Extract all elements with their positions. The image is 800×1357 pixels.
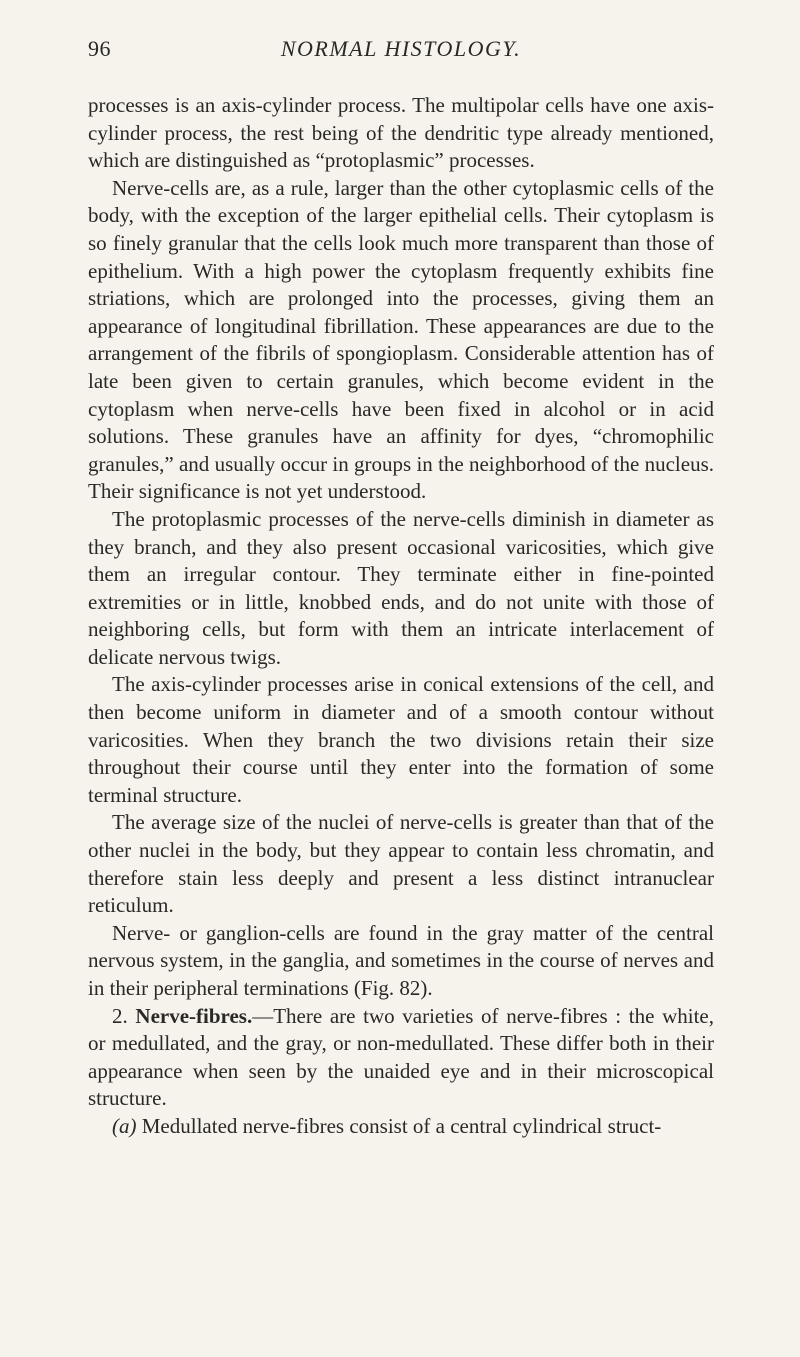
paragraph-nerve-fibres xyxy=(88,1003,714,1113)
paragraph-nuclei: The average size of the nuclei of nerve-cells is greater than that of the other nuclei in the body, but they appear to contain less chromatin, and therefore stain less deeply and present a less distinct intranuclear reticulum. xyxy=(88,810,714,918)
section-text: —There are two varieties of nerve-fibres : the white, or medullated, and the gray, or non-medullated. These differ both in their appearance when seen by the unaided eye and in their microscopical structure. xyxy=(88,1003,714,1111)
body-text xyxy=(88,92,714,1141)
section-heading: Nerve-fibres. xyxy=(135,1003,253,1028)
page-header xyxy=(88,36,714,76)
paragraph-nerve-cells: Nerve-cells are, as a rule, larger than the other cytoplasmic cells of the body, with the exception of the larger epithelial cells. Their cytoplasm is so finely granular that the cells look much more transparent than those of epithelium. With a high power the cytoplasm frequently exhibits fine striations, which are prolonged into the processes, giving them an appearance of longitudinal fibrillation. These appearances are due to the arrangement of the fibrils of spongioplasm. Considerable attention has of late been given to certain granules, which become evident in the cytoplasm when nerve-cells have been fixed in alcohol or in acid solutions. These granules have an affinity for dyes, “chromophilic granules,” and usually occur in groups in the neighborhood of the nucleus. Their significance is not yet understood. xyxy=(88,175,714,504)
item-label: (a) xyxy=(112,1113,137,1138)
paragraph-medullated xyxy=(88,1113,714,1141)
item-text: Medullated nerve-fibres consist of a central cylindrical struct- xyxy=(136,1113,662,1138)
paragraph-protoplasmic-processes: The protoplasmic processes of the nerve-cells diminish in diameter as they branch, and they also present occasional varicosities, which give them an irregular contour. They terminate either in fine-pointed extremities or in little, knobbed ends, and do not unite with those of neighboring cells, but form with them an intricate interlacement of delicate nervous twigs. xyxy=(88,506,714,669)
paragraph-axis-cylinder: The axis-cylinder processes arise in conical extensions of the cell, and then become uniform in diameter and of a smooth contour without varicosities. When they branch the two divisions retain their size throughout their course until they enter into the formation of some terminal structure. xyxy=(88,672,714,807)
section-number: 2. xyxy=(112,1003,128,1028)
paragraph-processes: processes is an axis-cylinder process. The multipolar cells have one axis-cylinder process, the rest being of the dendritic type already mentioned, which are distinguished as “protoplasmic” processes. xyxy=(88,93,714,173)
paragraph-ganglion-cells: Nerve- or ganglion-cells are found in the gray matter of the central nervous system, in the ganglia, and sometimes in the course of nerves and in their peripheral terminations (Fig. 82). xyxy=(88,920,714,1000)
page-number: 96 xyxy=(88,36,111,61)
running-head: NORMAL HISTOLOGY. xyxy=(280,36,522,61)
